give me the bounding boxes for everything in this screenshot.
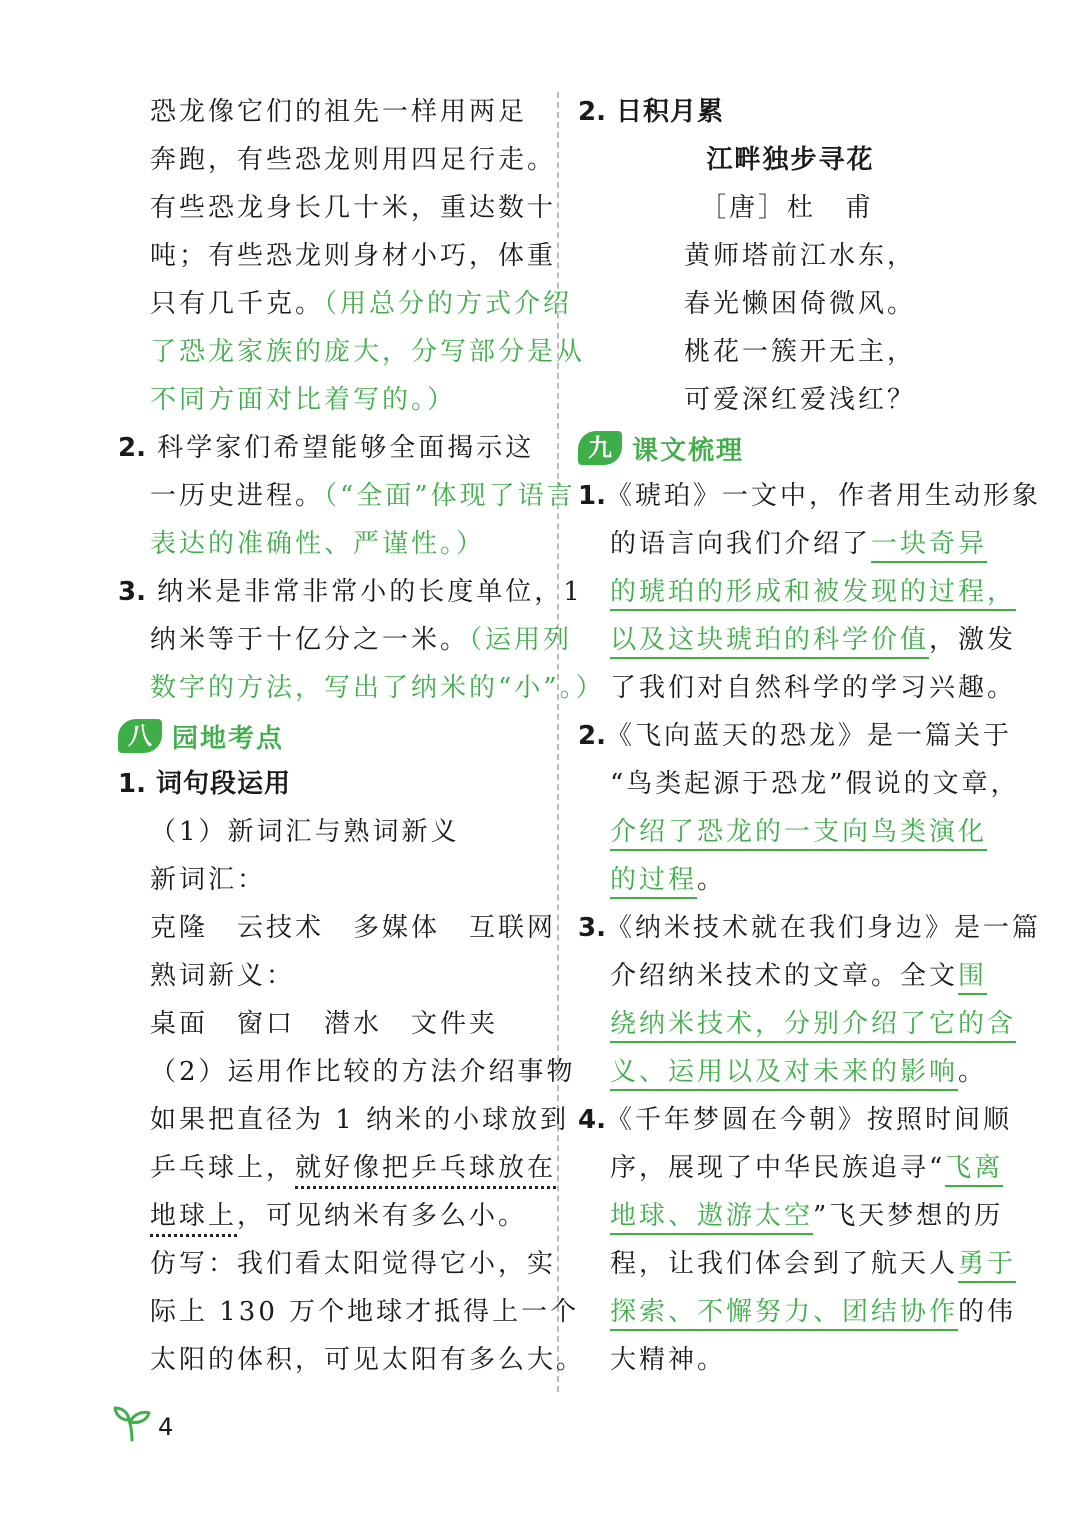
- text-segment: 只有几千克。: [150, 289, 325, 319]
- item-number: 2.: [578, 721, 606, 751]
- item-number: 2.: [578, 97, 606, 127]
- answer-text: 探索、不懈努力、团结协作: [610, 1297, 958, 1331]
- text-segment: ，可见纳米有多么小。: [237, 1201, 528, 1231]
- subsection-title: 词句段运用: [156, 769, 292, 799]
- page-footer: [112, 1402, 173, 1442]
- text-segment: 程，让我们体会到了航天人: [610, 1249, 959, 1279]
- text-line: [118, 280, 573, 328]
- list-item-2: [118, 424, 543, 472]
- answer-text: 地球、遨游太空: [610, 1201, 813, 1235]
- text-segment: 纳米等于十亿分之一米。: [150, 625, 470, 655]
- text-segment: 一历史进程。: [150, 481, 325, 511]
- text-line: [578, 952, 1003, 1000]
- text-line: [578, 568, 1017, 616]
- list-item-4: [578, 1096, 1012, 1144]
- annotation-text: （“全面”体现了语言: [324, 481, 576, 511]
- annotation-line: 数字的方法，写出了纳米的“小”。）: [150, 673, 605, 703]
- text-segment: 介绍纳米技术的文章。全文: [610, 961, 959, 991]
- text-line: 恐龙像它们的祖先一样用两足: [150, 97, 528, 127]
- answer-text: 义、运用以及对未来的影响: [610, 1057, 958, 1091]
- item-number: 3.: [578, 913, 606, 943]
- sub-heading: （2）运用作比较的方法介绍事物: [150, 1057, 576, 1087]
- text-line: 奔跑，有些恐龙则用四足行走。: [150, 145, 557, 175]
- annotation-text: （用总分的方式介绍: [324, 289, 573, 319]
- text-segment: 的语言向我们介绍了: [610, 529, 872, 559]
- poem-line: 可爱深红爱浅红？: [684, 385, 917, 415]
- subsection-title: 日积月累: [616, 97, 725, 127]
- page-number: 4: [158, 1413, 174, 1441]
- word-list: 克隆 云技术 多媒体 互联网: [150, 913, 557, 943]
- annotation-line: 表达的准确性、严谨性。）: [150, 529, 486, 559]
- text-line: 有些恐龙身长几十米，重达数十: [150, 193, 557, 223]
- right-column: [578, 88, 1041, 1384]
- left-column: [118, 88, 605, 1384]
- text-line: [118, 616, 573, 664]
- section-badge: 九: [578, 431, 622, 465]
- sub-heading: （1）新词汇与熟词新义: [150, 817, 460, 847]
- item-number: 1.: [118, 769, 146, 799]
- text-line: 际上 130 万个地球才抵得上一个: [150, 1297, 580, 1327]
- text-line: 大精神。: [610, 1345, 727, 1375]
- section-header-9: [578, 424, 1003, 472]
- text-segment: 乒乓球上，: [150, 1153, 296, 1183]
- section-title: 课文梳理: [632, 435, 745, 466]
- item-number: 1.: [578, 481, 606, 511]
- section-header-8: [118, 712, 543, 760]
- label-line: 新词汇：: [150, 865, 267, 895]
- text-line: 仿写：我们看太阳觉得它小，实: [150, 1249, 557, 1279]
- item-number: 2.: [118, 433, 146, 463]
- section-badge: 八: [118, 719, 162, 753]
- text-segment: 。: [697, 865, 727, 895]
- annotation-line: 了恐龙家族的庞大，分写部分是从: [150, 337, 586, 367]
- text-segment: ，激发: [929, 625, 1017, 655]
- answer-text: 以及这块琥珀的科学价值: [610, 625, 929, 659]
- text-line: [578, 520, 1003, 568]
- text-segment: 。: [958, 1057, 988, 1087]
- text-line: 太阳的体积，可见太阳有多么大。: [150, 1345, 586, 1375]
- answer-text: 围: [958, 961, 987, 995]
- list-item-3: [118, 568, 583, 616]
- list-item-1: [578, 472, 1041, 520]
- sprout-icon: [112, 1402, 152, 1442]
- text-line: [578, 856, 1003, 904]
- answer-text: 的琥珀的形成和被发现的过程，: [610, 577, 1016, 611]
- text-segment: 科学家们希望能够全面揭示这: [157, 433, 535, 463]
- answer-text: 一块奇异: [871, 529, 987, 563]
- item-number: 3.: [118, 577, 146, 607]
- subsection-heading: [118, 760, 543, 808]
- text-line: 吨；有些恐龙则身材小巧，体重: [150, 241, 557, 271]
- text-line: [578, 1192, 1003, 1240]
- section-title: 园地考点: [172, 723, 285, 754]
- text-line: [578, 1144, 1003, 1192]
- text-segment: 《琥珀》一文中，作者用生动形象: [605, 481, 1041, 511]
- answer-text: 勇于: [958, 1249, 1016, 1283]
- text-line: [578, 1240, 1017, 1288]
- answer-text: 的过程: [610, 865, 697, 899]
- text-line: [118, 1144, 557, 1192]
- text-line: [578, 1048, 1003, 1096]
- text-line: 如果把直径为 1 纳米的小球放到: [150, 1105, 570, 1135]
- text-line: 了我们对自然科学的学习兴趣。: [610, 673, 1017, 703]
- text-segment: 的伟: [958, 1297, 1017, 1327]
- emphasis-dotted: 就好像把乒乓球放在: [295, 1153, 557, 1183]
- poem-line: 春光懒困倚微风。: [684, 289, 917, 319]
- poem-title: 江畔独步寻花: [706, 145, 875, 175]
- text-segment: 《飞向蓝天的恐龙》是一篇关于: [605, 721, 1012, 751]
- annotation-line: 不同方面对比着写的。）: [150, 385, 457, 415]
- text-segment: 纳米是非常非常小的长度单位，1: [157, 577, 583, 607]
- text-segment: 序，展现了中华民族追寻“: [610, 1153, 946, 1183]
- list-item-2: [578, 712, 1012, 760]
- text-line: [578, 1000, 1017, 1048]
- text-line: [578, 1288, 1017, 1336]
- emphasis-dotted: 地球上: [150, 1201, 238, 1231]
- label-line: 熟词新义：: [150, 961, 296, 991]
- annotation-text: （运用列: [469, 625, 573, 655]
- poem-author: ［唐］杜 甫: [700, 193, 875, 223]
- poem-line: 桃花一簇开无主，: [684, 337, 917, 367]
- poem-line: 黄师塔前江水东，: [684, 241, 917, 271]
- text-line: [578, 808, 1003, 856]
- answer-text: 介绍了恐龙的一支向鸟类演化: [610, 817, 987, 851]
- text-segment: ”飞天梦想的历: [813, 1201, 1004, 1231]
- answer-text: 绕纳米技术，分别介绍了它的含: [610, 1009, 1016, 1043]
- text-segment: 《纳米技术就在我们身边》是一篇: [605, 913, 1041, 943]
- subsection-heading: [578, 88, 1003, 136]
- text-line: [118, 472, 576, 520]
- text-line: [118, 1192, 543, 1240]
- text-line: “鸟类起源于恐龙”假说的文章，: [610, 769, 1020, 799]
- text-line: [578, 616, 1017, 664]
- list-item-3: [578, 904, 1041, 952]
- item-number: 4.: [578, 1105, 606, 1135]
- answer-text: 飞离: [945, 1153, 1003, 1187]
- text-segment: 《千年梦圆在今朝》按照时间顺: [605, 1105, 1012, 1135]
- word-list: 桌面 窗口 潜水 文件夹: [150, 1009, 499, 1039]
